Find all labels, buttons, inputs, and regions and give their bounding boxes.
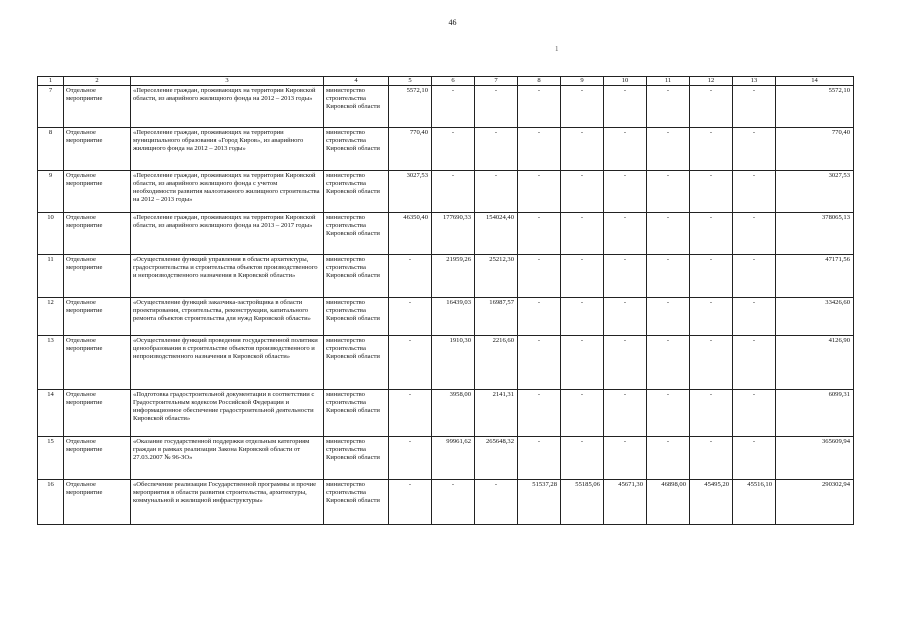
value-col13: - (733, 255, 776, 298)
value-col8: - (518, 390, 561, 437)
value-col6: 21959,26 (432, 255, 475, 298)
value-col11: 46898,00 (647, 480, 690, 525)
value-col10: - (604, 437, 647, 480)
column-header-10: 10 (604, 77, 647, 86)
value-col12: - (690, 298, 733, 336)
value-col9: - (561, 213, 604, 255)
value-col8: - (518, 298, 561, 336)
value-col7: - (475, 480, 518, 525)
value-col13: - (733, 298, 776, 336)
value-col13: - (733, 437, 776, 480)
value-col9: - (561, 298, 604, 336)
column-header-4: 4 (324, 77, 389, 86)
column-header-12: 12 (690, 77, 733, 86)
value-col10: - (604, 255, 647, 298)
value-col7: - (475, 86, 518, 128)
value-col7: 265648,32 (475, 437, 518, 480)
table-row (38, 86, 854, 128)
executor: министерство строительства Кировской области (324, 255, 389, 298)
executor: министерство строительства Кировской области (324, 86, 389, 128)
activity-name: «Осуществление функций управления в области архитектуры, градостроительства и строительства объектов производственного и непроизводственного назначения в Кировской области» (131, 255, 324, 298)
row-number: 14 (38, 390, 64, 437)
activity-name: «Переселение граждан, проживающих на территории Кировской области, из аварийного жилищного фонда с учетом необходимости развития малоэтажного жилищного строительства на 2012 – 2013 годы» (131, 171, 324, 213)
value-col6: 177690,33 (432, 213, 475, 255)
corner-mark: 1 (555, 45, 559, 53)
column-header-14: 14 (776, 77, 854, 86)
value-col10: - (604, 213, 647, 255)
executor: министерство строительства Кировской области (324, 390, 389, 437)
value-col12: - (690, 128, 733, 171)
value-col5: 5572,10 (389, 86, 432, 128)
value-col9: 55185,06 (561, 480, 604, 525)
value-col10: - (604, 171, 647, 213)
activity-type: Отдельное мероприятие (64, 480, 131, 525)
value-col11: - (647, 298, 690, 336)
activity-type: Отдельное мероприятие (64, 128, 131, 171)
value-col11: - (647, 390, 690, 437)
value-col8: - (518, 437, 561, 480)
total-value: 47171,56 (776, 255, 854, 298)
activity-name: «Переселение граждан, проживающих на территории муниципального образования «Город Киров», из аварийного жилищного фонда на 2012 – 2013 годы» (131, 128, 324, 171)
table-row (38, 336, 854, 390)
value-col6: - (432, 480, 475, 525)
value-col7: 154024,40 (475, 213, 518, 255)
activity-name: «Обеспечение реализации Государственной программы и прочие мероприятия в области развития строительства, архитектуры, коммунальной и жилищной инфраструктуры» (131, 480, 324, 525)
value-col12: - (690, 336, 733, 390)
value-col7: 25212,30 (475, 255, 518, 298)
value-col7: 2216,60 (475, 336, 518, 390)
value-col11: - (647, 86, 690, 128)
value-col13: - (733, 336, 776, 390)
value-col5: - (389, 480, 432, 525)
column-header-13: 13 (733, 77, 776, 86)
executor: министерство строительства Кировской области (324, 480, 389, 525)
table-row (38, 128, 854, 171)
row-number: 11 (38, 255, 64, 298)
value-col6: 99961,62 (432, 437, 475, 480)
row-number: 10 (38, 213, 64, 255)
value-col11: - (647, 336, 690, 390)
table-row (38, 213, 854, 255)
table-row (38, 298, 854, 336)
value-col5: 3027,53 (389, 171, 432, 213)
activity-type: Отдельное мероприятие (64, 390, 131, 437)
total-value: 33426,60 (776, 298, 854, 336)
total-value: 6099,31 (776, 390, 854, 437)
column-header-9: 9 (561, 77, 604, 86)
value-col6: - (432, 171, 475, 213)
table-row (38, 171, 854, 213)
value-col9: - (561, 128, 604, 171)
value-col11: - (647, 171, 690, 213)
total-value: 770,40 (776, 128, 854, 171)
value-col13: - (733, 171, 776, 213)
row-number: 15 (38, 437, 64, 480)
activity-name: «Переселение граждан, проживающих на территории Кировской области, из аварийного жилищного фонда на 2013 – 2017 годы» (131, 213, 324, 255)
column-header-5: 5 (389, 77, 432, 86)
value-col5: - (389, 298, 432, 336)
value-col5: 46350,40 (389, 213, 432, 255)
value-col8: - (518, 255, 561, 298)
column-header-2: 2 (64, 77, 131, 86)
executor: министерство строительства Кировской области (324, 128, 389, 171)
row-number: 9 (38, 171, 64, 213)
value-col5: 770,40 (389, 128, 432, 171)
activity-name: «Подготовка градостроительной документации в соответствии с Градостроительным кодексом Российской Федерации и информационное обеспечение градостроительной деятельности Кировской области» (131, 390, 324, 437)
value-col9: - (561, 86, 604, 128)
table-row (38, 390, 854, 437)
value-col8: - (518, 213, 561, 255)
value-col12: - (690, 213, 733, 255)
table-row (38, 255, 854, 298)
value-col8: - (518, 128, 561, 171)
total-value: 378065,13 (776, 213, 854, 255)
value-col11: - (647, 128, 690, 171)
value-col11: - (647, 437, 690, 480)
activity-type: Отдельное мероприятие (64, 437, 131, 480)
executor: министерство строительства Кировской области (324, 336, 389, 390)
program-activities-table (37, 76, 854, 525)
value-col13: - (733, 390, 776, 437)
value-col5: - (389, 255, 432, 298)
total-value: 290302,94 (776, 480, 854, 525)
value-col12: - (690, 86, 733, 128)
value-col12: - (690, 171, 733, 213)
activity-type: Отдельное мероприятие (64, 171, 131, 213)
value-col9: - (561, 171, 604, 213)
table-body (38, 86, 854, 525)
column-header-3: 3 (131, 77, 324, 86)
column-header-1: 1 (38, 77, 64, 86)
value-col5: - (389, 336, 432, 390)
row-number: 8 (38, 128, 64, 171)
value-col8: - (518, 86, 561, 128)
activity-name: «Оказание государственной поддержки отдельным категориям граждан в рамках реализации Закона Кировской области от 27.03.2007 № 96-ЗО» (131, 437, 324, 480)
column-header-11: 11 (647, 77, 690, 86)
row-number: 12 (38, 298, 64, 336)
value-col12: 45495,20 (690, 480, 733, 525)
column-header-6: 6 (432, 77, 475, 86)
value-col6: - (432, 86, 475, 128)
total-value: 365609,94 (776, 437, 854, 480)
value-col10: - (604, 390, 647, 437)
executor: министерство строительства Кировской области (324, 213, 389, 255)
activity-name: «Переселение граждан, проживающих на территории Кировской области, из аварийного жилищного фонда на 2012 – 2013 годы» (131, 86, 324, 128)
value-col10: - (604, 336, 647, 390)
value-col5: - (389, 390, 432, 437)
value-col12: - (690, 255, 733, 298)
value-col8: 51537,28 (518, 480, 561, 525)
column-header-7: 7 (475, 77, 518, 86)
executor: министерство строительства Кировской области (324, 298, 389, 336)
value-col8: - (518, 336, 561, 390)
value-col12: - (690, 437, 733, 480)
value-col9: - (561, 390, 604, 437)
table-row (38, 437, 854, 480)
activity-type: Отдельное мероприятие (64, 298, 131, 336)
value-col8: - (518, 171, 561, 213)
value-col11: - (647, 213, 690, 255)
activity-name: «Осуществление функций проведения государственной политики ценообразования в строительстве объектов производственного и непроизводственного назначения в Кировской области» (131, 336, 324, 390)
row-number: 13 (38, 336, 64, 390)
value-col9: - (561, 437, 604, 480)
total-value: 3027,53 (776, 171, 854, 213)
value-col6: - (432, 128, 475, 171)
value-col11: - (647, 255, 690, 298)
value-col10: 45671,30 (604, 480, 647, 525)
column-header-8: 8 (518, 77, 561, 86)
total-value: 5572,10 (776, 86, 854, 128)
activity-type: Отдельное мероприятие (64, 213, 131, 255)
value-col7: 16987,57 (475, 298, 518, 336)
activity-type: Отдельное мероприятие (64, 255, 131, 298)
page-number: 46 (448, 18, 457, 27)
table-header-row (38, 77, 854, 86)
value-col13: 45516,10 (733, 480, 776, 525)
row-number: 7 (38, 86, 64, 128)
table-row (38, 480, 854, 525)
value-col7: 2141,31 (475, 390, 518, 437)
value-col13: - (733, 86, 776, 128)
value-col7: - (475, 128, 518, 171)
value-col6: 16439,03 (432, 298, 475, 336)
value-col13: - (733, 213, 776, 255)
value-col5: - (389, 437, 432, 480)
row-number: 16 (38, 480, 64, 525)
value-col13: - (733, 128, 776, 171)
activity-type: Отдельное мероприятие (64, 336, 131, 390)
value-col10: - (604, 298, 647, 336)
value-col7: - (475, 171, 518, 213)
value-col6: 1910,30 (432, 336, 475, 390)
value-col9: - (561, 255, 604, 298)
executor: министерство строительства Кировской области (324, 171, 389, 213)
value-col10: - (604, 128, 647, 171)
total-value: 4126,90 (776, 336, 854, 390)
value-col12: - (690, 390, 733, 437)
activity-name: «Осуществление функций заказчика-застройщика в области проектирования, строительства, реконструкции, капитального ремонта объектов строительства для нужд Кировской области» (131, 298, 324, 336)
executor: министерство строительства Кировской области (324, 437, 389, 480)
activity-type: Отдельное мероприятие (64, 86, 131, 128)
value-col6: 3958,00 (432, 390, 475, 437)
value-col9: - (561, 336, 604, 390)
value-col10: - (604, 86, 647, 128)
